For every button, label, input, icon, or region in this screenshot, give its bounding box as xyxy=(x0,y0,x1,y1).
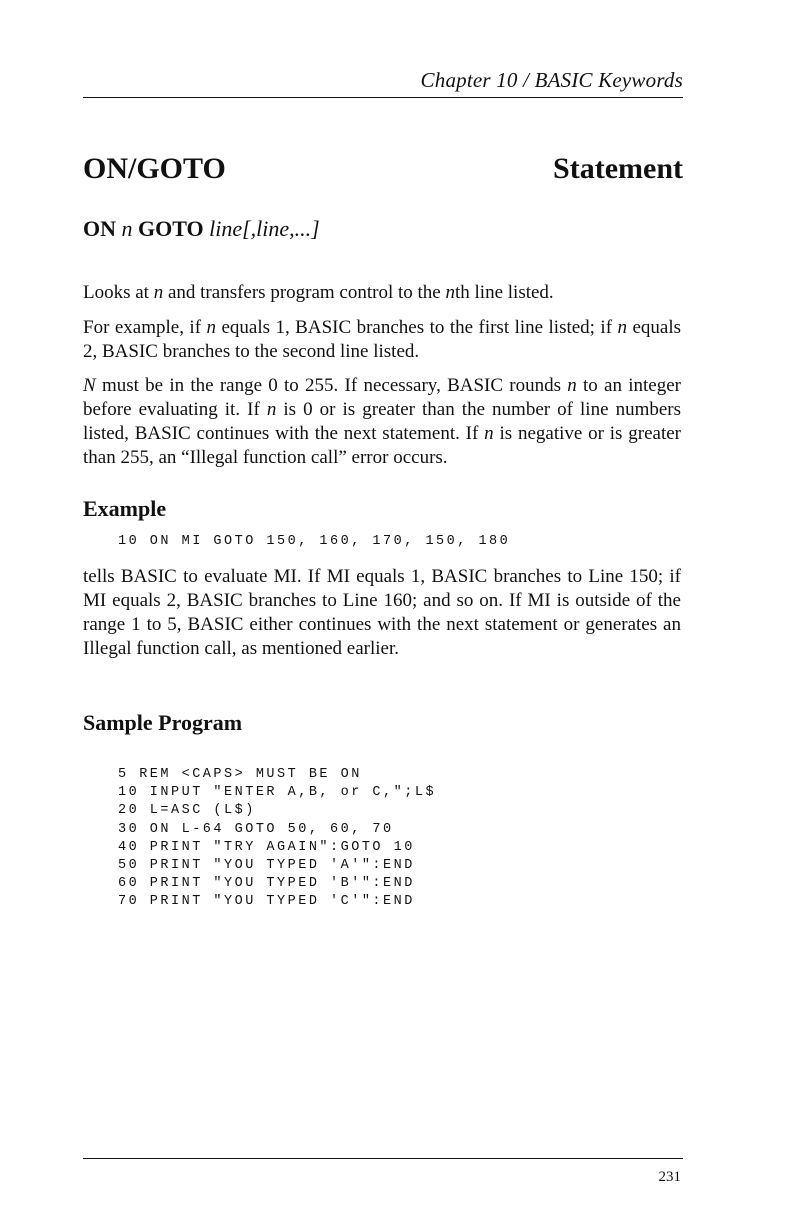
sample-program-code xyxy=(118,766,436,912)
syntax-args: line[,line,...] xyxy=(209,216,320,241)
code-line: 50 PRINT "YOU TYPED 'A'":END xyxy=(118,858,415,874)
footer-rule xyxy=(83,1158,683,1159)
code-line: 30 ON L-64 GOTO 50, 60, 70 xyxy=(118,821,394,837)
code-line: 70 PRINT "YOU TYPED 'C'":END xyxy=(118,894,415,910)
syntax-n: n xyxy=(121,216,133,241)
description-paragraph-2: For example, if n equals 1, BASIC branches to the first line listed; if n equals 2, BASIC branches to the second line listed. xyxy=(83,317,682,362)
syntax-on: ON xyxy=(83,216,116,241)
syntax-goto: GOTO xyxy=(138,216,204,241)
syntax-line xyxy=(83,216,320,242)
description-paragraph-1: Looks at n and transfers program control to the nth line listed. xyxy=(83,282,554,303)
sample-program-heading: Sample Program xyxy=(83,710,243,735)
page-number: 231 xyxy=(658,1169,681,1185)
example-heading: Example xyxy=(83,496,167,521)
keyword-type: Statement xyxy=(553,152,683,185)
code-line: 60 PRINT "YOU TYPED 'B'":END xyxy=(118,876,415,892)
running-header: Chapter 10 / BASIC Keywords xyxy=(420,68,683,92)
header-rule xyxy=(83,97,683,98)
code-line: 5 REM <CAPS> MUST BE ON xyxy=(118,767,362,782)
code-line: 20 L=ASC (L$) xyxy=(118,803,256,819)
description-paragraph-3: N must be in the range 0 to 255. If necessary, BASIC rounds n to an integer before evaluating it. If n is 0 or is greater than the number of line numbers listed, BASIC continues with the next statement. If n is negative or is greater than 255, an “Illegal function call” error occurs. xyxy=(83,375,682,468)
code-line: 10 INPUT "ENTER A,B, or C,";L$ xyxy=(118,785,437,801)
code-line: 40 PRINT "TRY AGAIN":GOTO 10 xyxy=(118,839,415,855)
example-explanation: tells BASIC to evaluate MI. If MI equals 1, BASIC branches to Line 150; if MI equals 2, BASIC branches to Line 160; and so on. If MI is outside of the range 1 to 5, BASIC either continues with the next statement or generates an Illegal function call, as mentioned earlier. xyxy=(83,566,681,659)
example-code: 10 ON MI GOTO 150, 160, 170, 150, 180 xyxy=(118,534,511,549)
keyword-title: ON/GOTO xyxy=(83,152,226,185)
